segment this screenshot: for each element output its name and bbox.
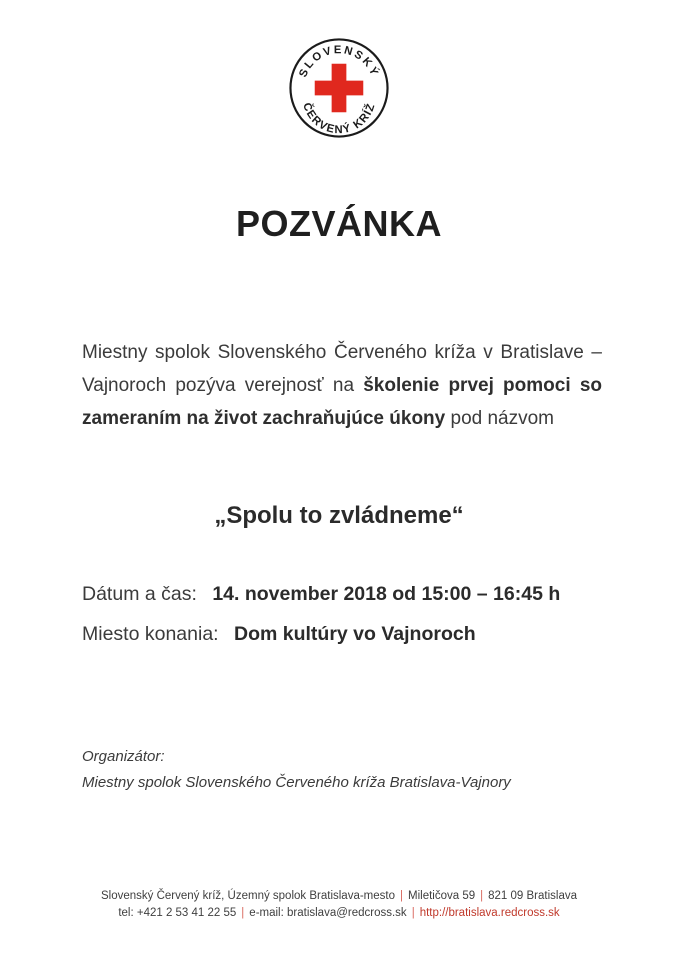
event-title: „Spolu to zvládneme“ — [214, 502, 464, 529]
footer-website-link[interactable]: http://bratislava.redcross.sk — [419, 907, 560, 919]
organizer-name: Miestny spolok Slovenského Červeného kríža Bratislava-Vajnory — [82, 774, 511, 791]
logo-bottom-text: ČERVENÝ KRÍŽ — [300, 101, 378, 137]
footer-separator: | — [480, 890, 484, 902]
detail-row-venue — [82, 623, 602, 646]
intro-text-regular-1: Miestny spolok Slovenského Červeného kríža v Bratislave – Vajnoroch pozýva verejnosť na — [82, 342, 602, 396]
footer-line-2 — [0, 905, 678, 922]
footer-street: Miletičova 59 — [408, 890, 476, 902]
logo-top-text: SLOVENSKÝ — [297, 44, 381, 80]
footer-tel: tel: +421 2 53 41 22 55 — [118, 907, 237, 919]
date-value: 14. november 2018 od 15:00 – 16:45 h — [212, 583, 561, 605]
organizer-label: Organizátor: — [82, 748, 165, 765]
footer-separator: | — [241, 907, 245, 919]
footer-email: e-mail: bratislava@redcross.sk — [249, 907, 407, 919]
footer-org: Slovenský Červený kríž, Územný spolok Bratislava-mesto — [101, 890, 395, 902]
detail-row-date — [82, 583, 602, 606]
red-cross-logo-icon — [287, 36, 391, 140]
venue-label: Miesto konania: — [82, 623, 219, 645]
event-details — [82, 583, 602, 663]
intro-paragraph — [82, 336, 602, 435]
footer-separator: | — [400, 890, 403, 902]
footer — [0, 888, 678, 922]
footer-separator: | — [411, 907, 415, 919]
organizer-block — [82, 744, 602, 796]
date-label: Dátum a čas: — [82, 583, 197, 605]
footer-line-1 — [0, 888, 678, 905]
intro-text-bold: školenie prvej pomoci so zameraním na život zachraňujúce úkony — [82, 375, 602, 429]
page-title: POZVÁNKA — [235, 203, 442, 244]
footer-city: 821 09 Bratislava — [488, 890, 577, 902]
venue-value: Dom kultúry vo Vajnoroch — [234, 623, 476, 645]
red-cross-logo — [0, 36, 678, 140]
intro-text-regular-2: pod názvom — [445, 408, 555, 429]
